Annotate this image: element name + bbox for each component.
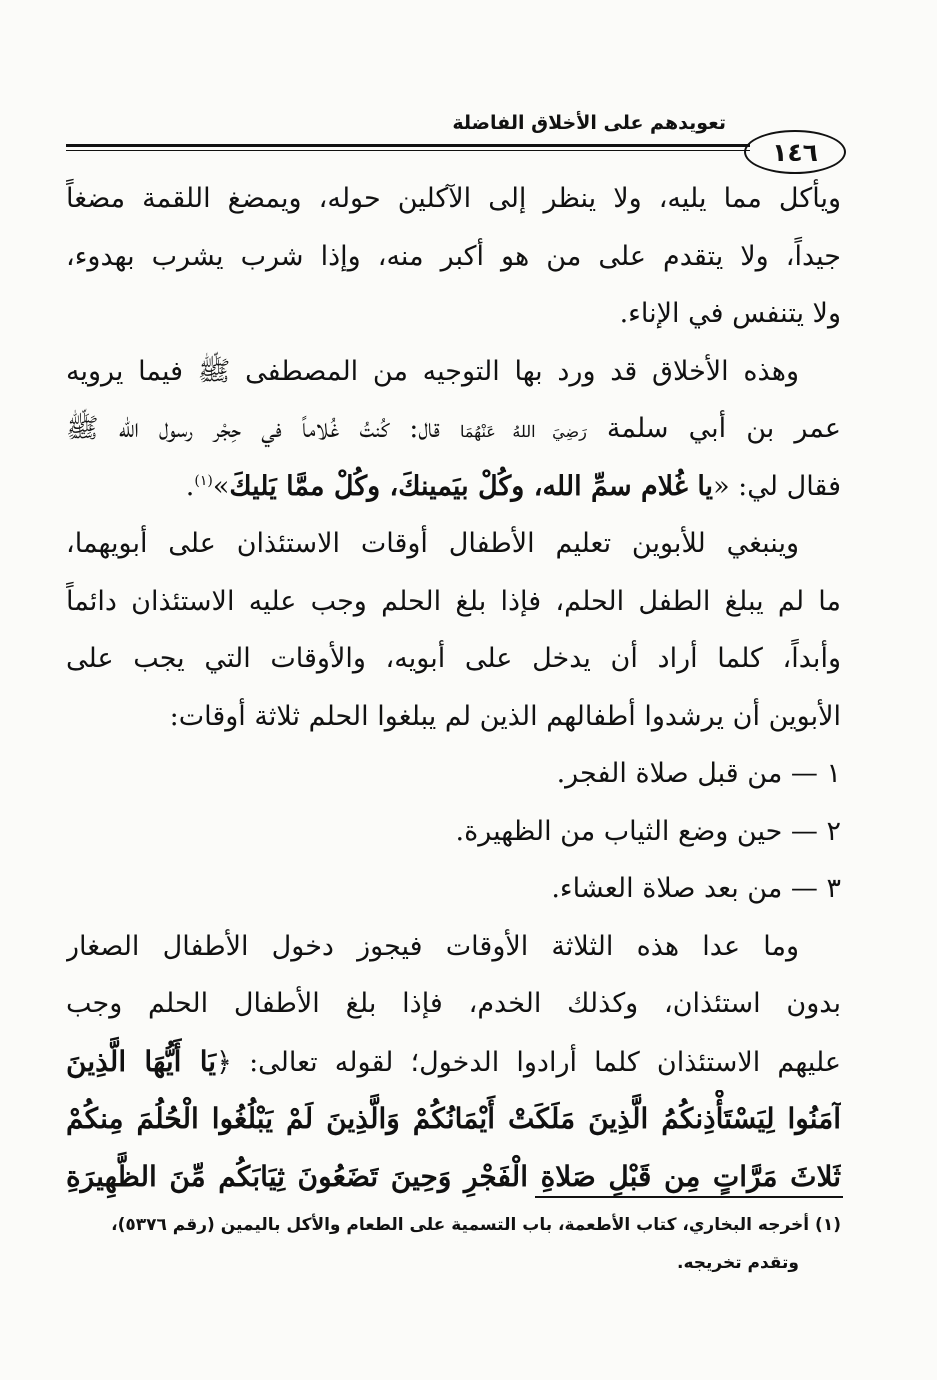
text-line: وينبغي للأبوين تعليم الأطفال أوقات الاستئذان على أبويهما،	[66, 528, 799, 559]
text-line: وأبداً، كلما أراد أن يدخل على أبويه، والأوقات التي يجب على	[66, 643, 841, 674]
running-title: تعويدهم على الأخلاق الفاضلة	[452, 112, 726, 134]
main-text	[66, 170, 841, 1205]
text-line	[66, 400, 841, 458]
text-line: ما لم يبلغ الطفل الحلم، فإذا بلغ الحلم وجب عليه الاستئذان دائماً	[66, 585, 841, 617]
text-span: عليهم الاستئذان كلما أرادوا الدخول؛ لقوله تعالى: ﴿	[216, 1046, 841, 1078]
text-span: .	[185, 470, 195, 502]
list-item: ١ — من قبل صلاة الفجر.	[556, 758, 841, 789]
text-line: الأبوين أن يرشدوا أطفالهم الذين لم يبلغوا الحلم ثلاثة أوقات:	[169, 700, 841, 732]
footnote-continuation: وتقدم تخريجه.	[677, 1253, 799, 1273]
honorific: رَضِيَ اللهُ عَنْهُمَا	[459, 422, 587, 441]
quran-verse: يَا أَيُّهَا الَّذِينَ	[66, 1044, 217, 1078]
text-line: بدون استئذان، وكذلك الخدم، فإذا بلغ الأطفال الحلم وجب	[66, 988, 841, 1019]
list-item: ٢ — حين وضع الثياب من الظهيرة.	[455, 815, 841, 847]
text-line	[66, 458, 841, 516]
header-rule-thin	[66, 150, 750, 151]
footnote-divider	[535, 1196, 843, 1198]
text-span: قال: كُنتُ غُلاماً في حِجْر رسول الله ﷺ	[66, 413, 440, 444]
quran-verse: ثَلاثَ مَرَّاتٍ مِن قَبْلِ صَلاةِ الْفَجْرِ وَحِينَ تَضَعُونَ ثِيَابَكُم مِّنَ الظَّهِيرَةِ	[66, 1159, 841, 1193]
page-number: ١٤٦	[744, 130, 846, 174]
footnotes	[66, 1206, 841, 1282]
text-line: ولا يتنفس في الإناء.	[619, 298, 841, 329]
text-line: جيداً، ولا يتقدم على من هو أكبر منه، وإذا شرب يشرب بهدوء،	[66, 240, 841, 272]
footnote-ref: (١)	[194, 472, 213, 489]
list-item: ٣ — من بعد صلاة العشاء.	[551, 873, 841, 904]
text-span: فقال لي: «	[713, 470, 841, 502]
text-line: ويأكل مما يليه، ولا ينظر إلى الآكلين حوله، ويمضغ اللقمة مضغاً	[66, 183, 841, 214]
footnote: (١) أخرجه البخاري، كتاب الأطعمة، باب التسمية على الطعام والأكل باليمين (رقم ٥٣٧٦)،	[111, 1215, 841, 1235]
text-span: »	[212, 470, 230, 502]
header-rule	[66, 144, 750, 147]
hadith-quote: يا غُلام سمِّ الله، وكُلْ بيَمينكَ، وكُلْ ممَّا يَليكَ	[229, 470, 714, 502]
text-line	[66, 1033, 841, 1091]
text-line: وما عدا هذه الثلاثة الأوقات فيجوز دخول الأطفال الصغار	[66, 930, 799, 962]
text-span: عمر بن أبي سلمة	[606, 413, 841, 444]
text-line: وهذه الأخلاق قد ورد بها التوجيه من المصطفى ﷺ فيما يرويه	[66, 355, 799, 387]
quran-verse: آمَنُوا لِيَسْتَأْذِنكُمُ الَّذِينَ مَلَكَتْ أَيْمَانُكُمْ وَالَّذِينَ لَمْ يَبْلُغُوا الْحُلُمَ مِنكُمْ	[66, 1102, 841, 1135]
